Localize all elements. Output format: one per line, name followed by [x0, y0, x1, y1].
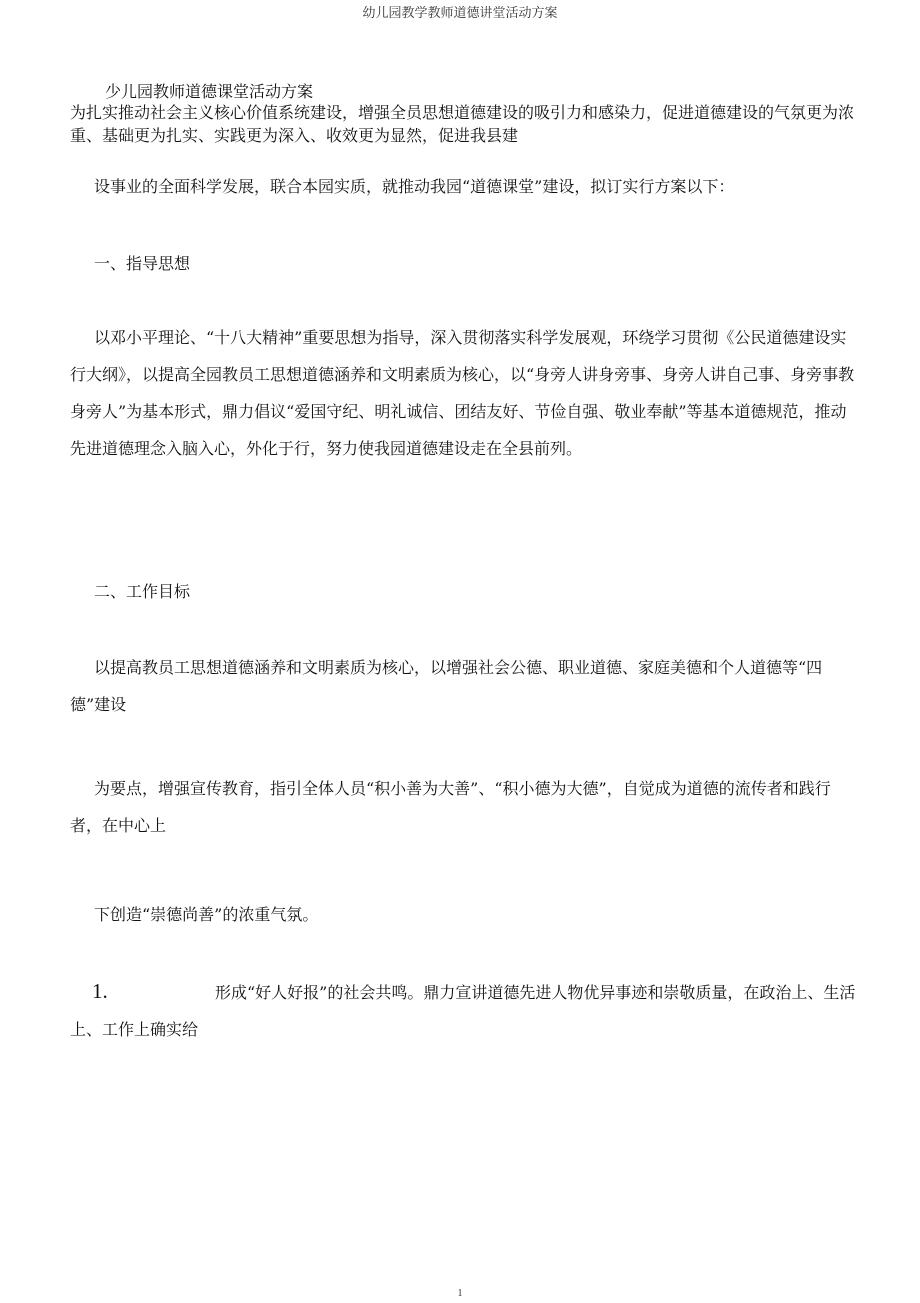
page-number: 1 [457, 1288, 463, 1299]
numbered-item-1 [70, 973, 856, 1048]
section-2-paragraph-2: 为要点，增强宣传教育，指引全体人员“积小善为大善”、“积小德为大德”，自觉成为道德的流传者和践行者，在中心上 [70, 779, 831, 835]
section-1-heading: 一、指导思想 [94, 254, 191, 273]
intro-continuation: 设事业的全面科学发展，联合本园实质，就推动我园“道德课堂”建设，拟订实行方案以下： [94, 177, 735, 196]
section-2-heading: 二、工作目标 [94, 582, 191, 601]
item-text: 形成“好人好报”的社会共鸣。鼎力宣讲道德先进人物优异事迹和崇敬质量，在政治上、生活上、工作上确实给 [70, 983, 856, 1039]
section-1-body: 以邓小平理论、“十八大精神”重要思想为指导，深入贯彻落实科学发展观，环绕学习贯彻《公民道德建设实行大纲》，以提高全园教员工思想道德涵养和文明素质为核心，以“身旁人讲身旁事、身旁人讲自己事、身旁事教身旁人”为基本形式，鼎力倡议“爱国守纪、明礼诚信、团结友好、节俭自强、敬业奉献”等基本道德规范，推动先进道德理念入脑入心，外化于行，努力使我园道德建设走在全县前列。 [70, 328, 855, 458]
section-2-paragraph-3: 下创造“崇德尚善”的浓重气氛。 [94, 905, 319, 924]
item-number: 1. [92, 979, 108, 1003]
page-header: 幼儿园教学教师道德讲堂活动方案 [362, 6, 558, 21]
section-2-paragraph-1: 以提高教员工思想道德涵养和文明素质为核心，以增强社会公德、职业道德、家庭美德和个人道德等“四德”建设 [70, 658, 823, 714]
document-title: 少儿园教师道德课堂活动方案 [105, 82, 314, 101]
intro-paragraph: 为扎实推动社会主义核心价值系统建设，增强全员思想道德建设的吸引力和感染力，促进道德建设的气氛更为浓重、基础更为扎实、实践更为深入、收效更为显然，促进我县建 [70, 103, 855, 145]
